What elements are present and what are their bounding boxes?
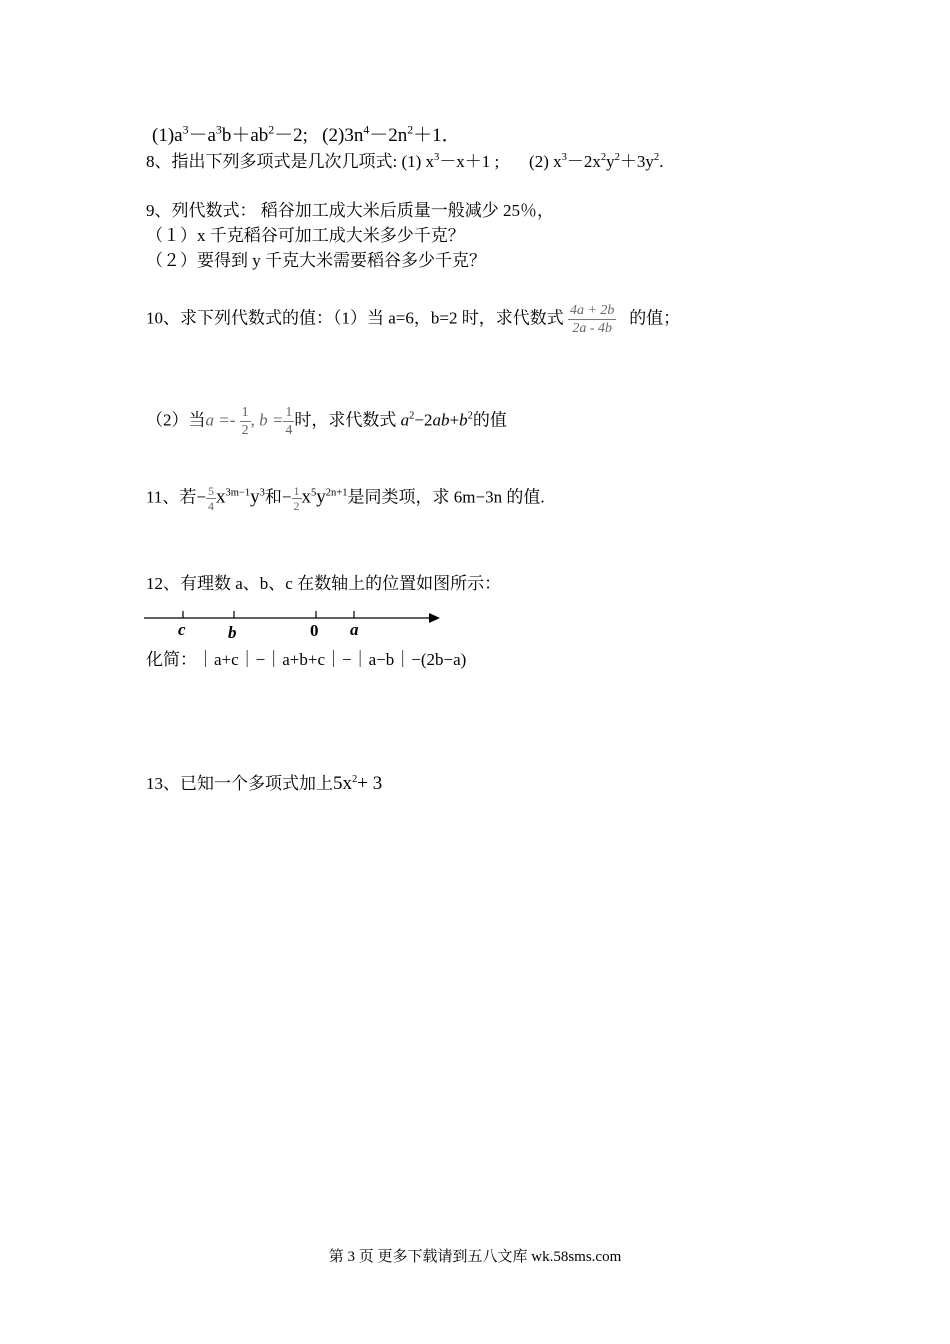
prev-question-tail: $(1)a^3-a^3b+ab^2-2$; $(2)3n^4-2n^2+1$．: [152, 123, 461, 146]
arrow-head-icon: [429, 613, 440, 623]
question-9-line2: （１）x 千克稻谷可加工成大米多少千克？: [146, 226, 465, 245]
fraction-one-half-b: $\frac{1}{2}$: [293, 484, 300, 513]
question-8: 8、指出下列多项式是几次几项式: (1) $x^3-x+1$ ; (2) $x^3-2x^2y^2+3y^2$.: [146, 152, 664, 171]
question-9-line1: 9、列代数式： 稻谷加工成大米后质量一般减少 25％，: [146, 201, 554, 220]
label-b: b: [228, 623, 237, 642]
number-line: [140, 606, 450, 630]
question-10: 10、求下列代数式的值：（1）当 a=6，b=2 时，求代数式 $\frac{4a + 2b}{2a - 4b}$ 的值；: [146, 303, 681, 336]
question-11: 11、若− $\frac{5}{4}$ $x^{3m-1}y^3$和− $\frac{1}{2}$ $x^5y^{2n+1}$是同类项，求 6m−3n 的值.: [146, 484, 545, 513]
fraction-one-half: $\frac{1}{2}$: [241, 405, 249, 438]
question-12-simplify: 化简：｜a+c｜−｜a+b+c｜−｜a−b｜−(2b−a): [146, 650, 467, 669]
question-9-line3: （２）要得到 y 千克大米需要稻谷多少千克？: [146, 251, 486, 270]
fraction-five-quarters: $\frac{5}{4}$: [207, 484, 214, 513]
label-zero: 0: [310, 621, 319, 640]
label-a: a: [350, 620, 359, 639]
page-footer: 第 3 页 更多下载请到五八文库 wk.58sms.com: [328, 1249, 622, 1265]
question-13: 13、已知一个多项式加上$5x^2+ 3$: [146, 773, 383, 794]
question-12: 12、有理数 a、b、c 在数轴上的位置如图所示：: [146, 574, 502, 593]
label-c: c: [178, 620, 186, 639]
fraction-one-quarter: $\frac{1}{4}$: [285, 405, 293, 438]
fraction-expression: $\frac{4a + 2b}{2a - 4b}$: [569, 303, 615, 336]
question-10-part2: （2）当a =- $\frac{1}{2}$ , b = $\frac{1}{4}$ 时，求代数式 $a^2-2ab+b^2$的值: [146, 405, 507, 438]
